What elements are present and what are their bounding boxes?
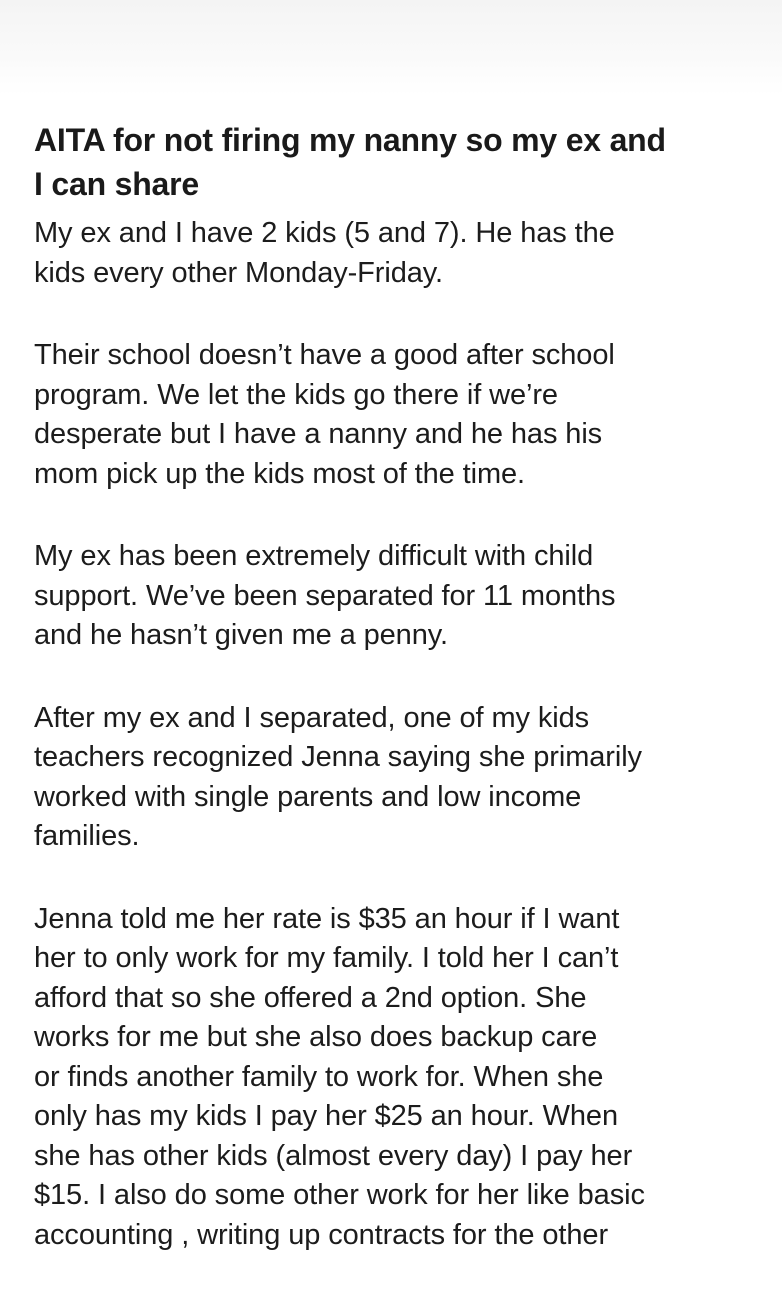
- paragraph: My ex has been extremely difficult with child support. We’ve been separated for 11 months and he hasn’t given me a penny.: [34, 540, 616, 651]
- post-article: [34, 118, 749, 1298]
- paragraph: Their school doesn’t have a good after school program. We let the kids go there if we’re desperate but I have a nanny and he has his mom pick up the kids most of the time.: [34, 339, 615, 490]
- paragraph: My ex and I have 2 kids (5 and 7). He has the kids every other Monday-Friday.: [34, 217, 615, 289]
- paragraph: Jenna told me her rate is $35 an hour if I want her to only work for my family. I told her I can’t afford that so she offered a 2nd option. She works for me but she also does backup care or finds another family to work for. When she only has my kids I pay her $25 an hour. When she has other kids (almost every day) I pay her $15. I also do some other work for her like basic accounting , writing up contracts for the other: [34, 902, 645, 1251]
- paragraph: After my ex and I separated, one of my kids teachers recognized Jenna saying she primarily worked with single parents and low income families.: [34, 701, 642, 852]
- top-fade-area: [0, 0, 782, 95]
- post-title: AITA for not firing my nanny so my ex and I can share: [34, 122, 666, 202]
- post-body: [34, 214, 749, 1255]
